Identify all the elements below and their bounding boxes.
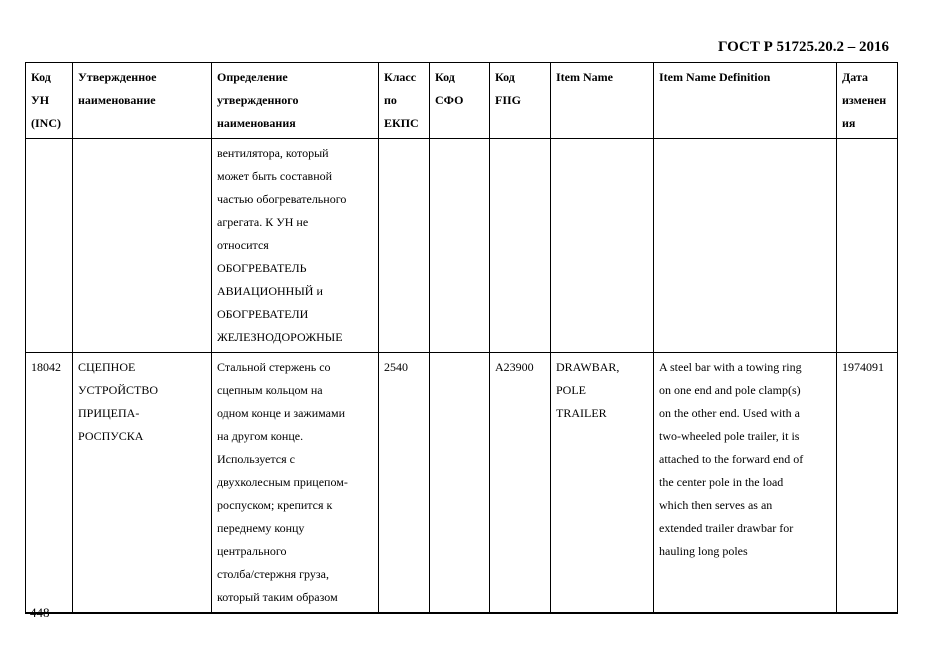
page-number: 448: [30, 605, 50, 620]
header-item-name: Item Name: [551, 63, 654, 139]
cell-approved-name: СЦЕПНОЕ УСТРОЙСТВО ПРИЦЕПА- РОСПУСКА: [73, 353, 212, 614]
cell-definition: вентилятора, который может быть составной частью обогревательного агрегата. К УН не относится ОБОГРЕВАТЕЛЬ АВИАЦИОННЫЙ и ОБОГРЕВАТЕЛИ ЖЕЛЕЗНОДОРОЖНЫЕ: [212, 139, 379, 353]
header-sfo: Код СФО: [430, 63, 490, 139]
cell-inc: [26, 139, 73, 353]
cell-approved-name: [73, 139, 212, 353]
cell-sfo: [430, 353, 490, 614]
cell-item-definition: [654, 139, 837, 353]
header-date: Дата изменен ия: [837, 63, 898, 139]
cell-item-definition: A steel bar with a towing ring on one end and pole clamp(s) on the other end. Used with a two-wheeled pole trailer, it is attached to the forward end of the center pole in the load which then serves as an extended trailer drawbar for hauling long poles: [654, 353, 837, 614]
catalog-table: [25, 62, 898, 614]
cell-date: [837, 139, 898, 353]
cell-item-name: [551, 139, 654, 353]
cell-fiig: [490, 139, 551, 353]
cell-definition: Стальной стержень со сцепным кольцом на одном конце и зажимами на другом конце. Используется с двухколесным прицепом- роспуском; крепится к переднему концу центрального столба/стержня груза, который таким образом: [212, 353, 379, 614]
header-row: [26, 63, 898, 139]
cell-class: [379, 139, 430, 353]
cell-class: 2540: [379, 353, 430, 614]
cell-sfo: [430, 139, 490, 353]
cell-item-name: DRAWBAR, POLE TRAILER: [551, 353, 654, 614]
cell-fiig: A23900: [490, 353, 551, 614]
table-row: [26, 139, 898, 353]
header-item-definition: Item Name Definition: [654, 63, 837, 139]
header-class: Класс по ЕКПС: [379, 63, 430, 139]
document-code: ГОСТ Р 51725.20.2 – 2016: [717, 39, 889, 55]
header-fiig: Код FIIG: [490, 63, 551, 139]
header-approved-name: Утвержденное наименование: [73, 63, 212, 139]
table-row: [26, 353, 898, 614]
cell-date: 1974091: [837, 353, 898, 614]
cell-inc: 18042: [26, 353, 73, 614]
header-definition: Определение утвержденного наименования: [212, 63, 379, 139]
header-inc: Код УН (INC): [26, 63, 73, 139]
